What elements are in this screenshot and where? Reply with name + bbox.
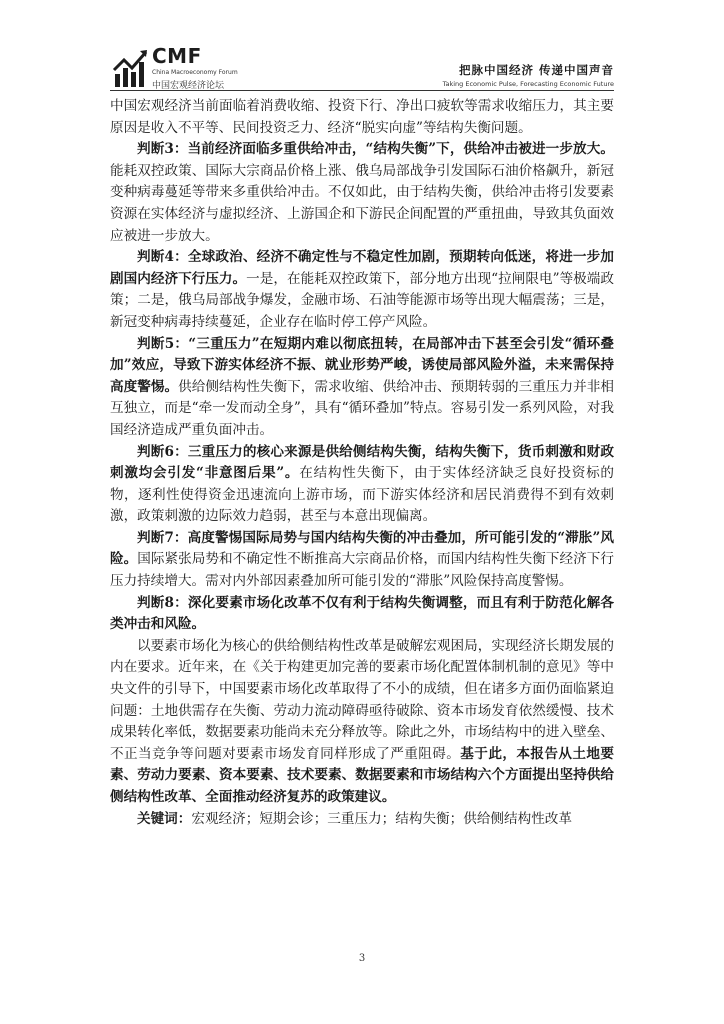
- paragraph-text: 中国宏观经济当前面临着消费收缩、投资下行、净出口疲软等需求收缩压力，其主要原因是收入不平等、民间投资乏力、经济“脱实向虚”等结构失衡问题。: [110, 98, 614, 136]
- logo-cmf-text: CMF: [152, 44, 202, 68]
- paragraph-reform: [110, 636, 614, 809]
- page-header: [0, 0, 724, 92]
- keywords-list: 宏观经济；短期会诊；三重压力；结构失衡；供给侧结构性改革: [191, 810, 572, 827]
- reform-body: 以要素市场化为核心的供给侧结构性改革是破解宏观困局，实现经济长期发展的内在要求。近年来，在《关于构建更加完善的要素市场化配置体制机制的意见》等中央文件的引导下，中国要素市场化改革取得了不小的成绩，但在诸多方面仍面临紧迫问题：土地供需存在失衡、劳动力流动障碍亟待破除、资本市场发育依然缓慢、技术成果转化率低，数据要素功能尚未充分释放等。除此之外，市场结构中的进入壁垒、不正当竞争等问题对要素市场发育同样形成了严重阻碍。: [110, 637, 614, 762]
- document-body: [110, 96, 614, 830]
- page-number: 3: [358, 953, 366, 964]
- judgment-7-body: 国际紧张局势和不确定性不断推高大宗商品价格，而国内结构性失衡下经济下行压力持续增大。需对内外部因素叠加所可能引发的“滞胀”风险保持高度警惕。: [110, 551, 615, 590]
- header-rule: [110, 90, 614, 91]
- cmf-logo: [112, 44, 242, 92]
- paragraph-judgment-4: [110, 247, 614, 333]
- paragraph-keywords: [110, 809, 614, 831]
- keywords-label: 关键词：: [137, 810, 192, 827]
- paragraph-judgment-7: [110, 528, 614, 593]
- paragraph-intro: [110, 96, 614, 139]
- chart-logo-icon: [112, 44, 150, 90]
- logo-english-name: China Macroeconomy Forum: [152, 69, 238, 76]
- paragraph-judgment-8: [110, 593, 614, 636]
- judgment-3-body: 能耗双控政策、国际大宗商品价格上涨、俄乌局部战争引发国际石油价格飙升，新冠变种病毒蔓延等带来多重供给冲击。不仅如此，由于结构失衡，供给冲击将引发要素资源在实体经济与虚拟经济、上游国企和下游民企间配置的严重扭曲，导致其负面效应被进一步放大。: [110, 162, 614, 244]
- slogan-chinese: 把脉中国经济 传递中国声音: [458, 63, 614, 77]
- slogan-english: Taking Economic Pulse, Forecasting Economic Future: [442, 80, 614, 88]
- judgment-7-heading: 判断7：高度警惕国际局势与国内结构失衡的冲击叠加，所可能引发的“滞胀”风险。: [110, 529, 614, 568]
- judgment-4-body: 一是，在能耗双控政策下，部分地方出现“拉闸限电”等极端政策；二是，俄乌局部战争爆发，金融市场、石油等能源市场等出现大幅震荡；三是，新冠变种病毒持续蔓延，企业存在临时停工停产风险。: [110, 270, 614, 330]
- judgment-5-body: 供给侧结构性失衡下，需求收缩、供给冲击、预期转弱的三重压力并非相互独立，而是“牵一发而动全身”，具有“循环叠加”特点。容易引发一系列风险，对我国经济造成严重负面冲击。: [110, 378, 615, 438]
- logo-chinese-name: 中国宏观经济论坛: [152, 81, 225, 91]
- judgment-3-heading: 判断3：当前经济面临多重供给冲击，“结构失衡”下，供给冲击被进一步放大。: [137, 141, 614, 158]
- judgment-6-heading: 判断6：三重压力的核心来源是供给侧结构失衡，结构失衡下，货币刺激和财政刺激均会引发“非意图后果”。: [110, 443, 614, 482]
- paragraph-judgment-5: [110, 334, 614, 442]
- paragraph-judgment-3: [110, 139, 614, 247]
- judgment-4-heading: 判断4：全球政治、经济不确定性与不稳定性加剧，预期转向低迷，将进一步加剧国内经济下行压力。: [110, 249, 614, 287]
- judgment-5-heading: 判断5：“三重压力”在短期内难以彻底扭转，在局部冲击下甚至会引发“循环叠加”效应，导致下游实体经济不振、就业形势严峻，诱使局部风险外溢，未来需保持高度警惕。: [110, 335, 614, 395]
- judgment-8-heading: 判断8：深化要素市场化改革不仅有利于结构失衡调整，而且有利于防范化解各类冲击和风险。: [110, 594, 614, 633]
- reform-conclusion: 基于此，本报告从土地要素、劳动力要素、资本要素、技术要素、数据要素和市场结构六个方面提出坚持供给侧结构性改革、全面推动经济复苏的政策建议。: [110, 745, 615, 805]
- paragraph-judgment-6: [110, 442, 614, 528]
- judgment-6-body: 在结构性失衡下，由于实体经济缺乏良好投资标的物，逐利性使得资金迅速流向上游市场，而下游实体经济和居民消费得不到有效刺激，政策刺激的边际效力趋弱，甚至与本意出现偏离。: [110, 465, 614, 525]
- header-slogan: [443, 62, 614, 88]
